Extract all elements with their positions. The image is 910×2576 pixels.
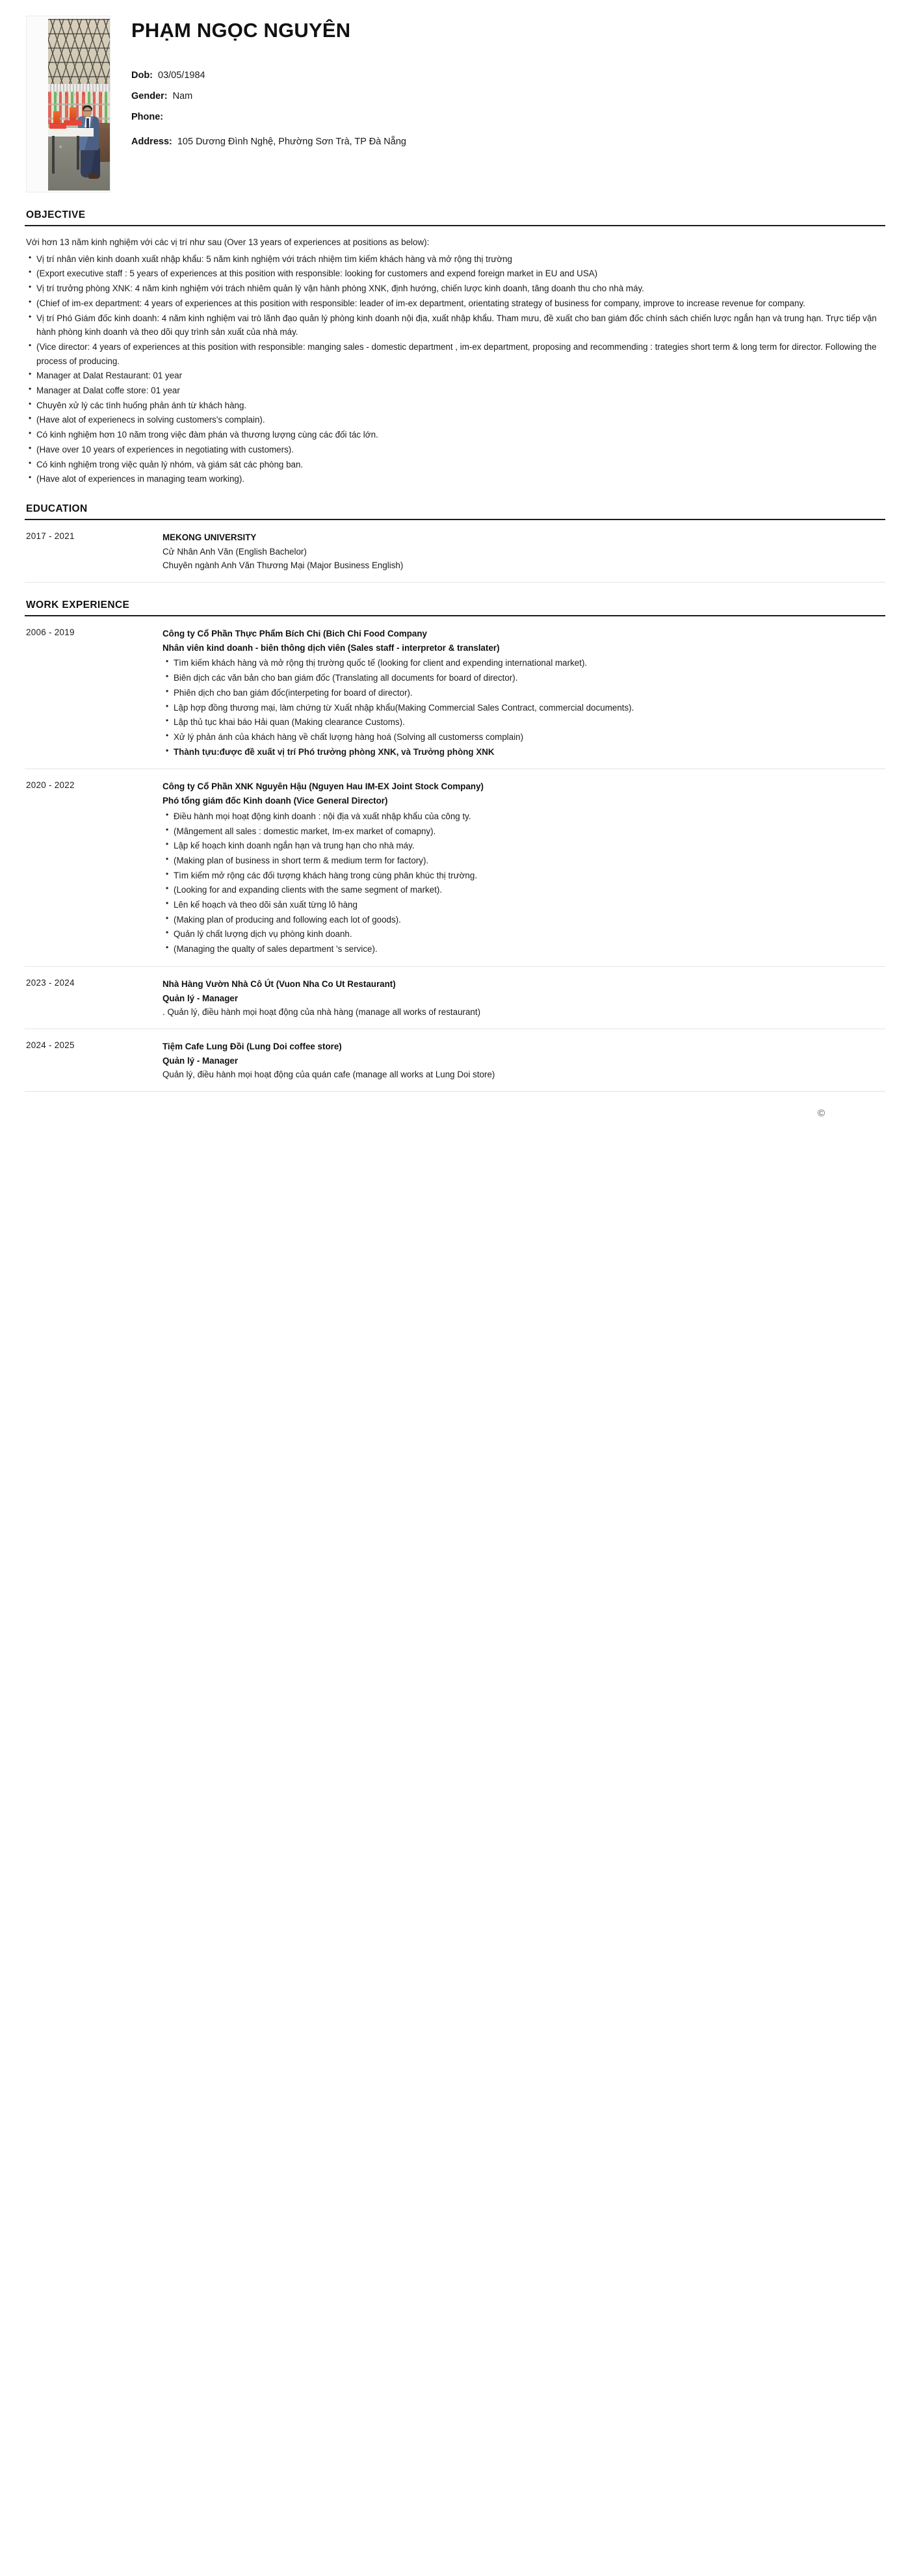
gender-label: Gender:	[131, 91, 168, 102]
profile-field-address	[131, 137, 406, 147]
entry-bullet-list	[162, 809, 884, 956]
entry-row	[25, 520, 885, 582]
entry-role: Quản lý - Manager	[162, 1055, 239, 1066]
entry-bullet: • (Making plan of producing and following each lot of goods).	[162, 913, 884, 927]
entry-bullet: • Điều hành mọi hoạt động kinh doanh : nội địa và xuất nhập khẩu của công ty.	[162, 809, 884, 824]
profile-field-gender	[131, 91, 406, 101]
page-title: PHẠM NGỌC NGUYÊN	[131, 19, 351, 42]
entry-row	[25, 967, 885, 1029]
objective-bullet: • (Have over 10 years of experiences in negotiating with customers).	[26, 443, 884, 457]
entry-dates: 2023 - 2024	[26, 977, 75, 988]
entry-bullet: • Quản lý chất lượng dịch vụ phòng kinh doanh.	[162, 927, 884, 941]
section-education	[25, 503, 885, 583]
address-label: Address:	[131, 137, 172, 148]
entry-row	[25, 1029, 885, 1091]
objective-bullet: • (Export executive staff : 5 years of experiences at this position with responsible: looking for customers and expend foreign market in EU and USA)	[26, 267, 884, 281]
entry-body	[162, 1040, 884, 1082]
objective-bullet: • Vị trí nhân viên kinh doanh xuất nhập khẩu: 5 năm kinh nghiệm với trách nhiệm tìm kiếm khách hàng và mở rộng thị trường	[26, 252, 884, 267]
entry-line: . Quản lý, điều hành mọi hoạt động của nhà hàng (manage all works of restaurant)	[162, 1007, 481, 1018]
entry-dates: 2017 - 2021	[26, 531, 75, 541]
entry-divider	[25, 582, 885, 583]
entry-dates: 2006 - 2019	[26, 627, 75, 638]
entry-line: Quản lý, điều hành mọi hoạt động của quán cafe (manage all works at Lung Doi store)	[162, 1070, 495, 1080]
objective-intro: Với hơn 13 năm kinh nghiệm với các vị trí như sau (Over 13 years of experiences at positions as below):	[26, 237, 430, 247]
photo-table-leg	[77, 136, 79, 170]
entry-line: Cử Nhân Anh Văn (English Bachelor)	[162, 546, 307, 557]
profile-field-dob	[131, 70, 406, 81]
resume-header	[25, 0, 885, 192]
objective-bullet: • (Have alot of experienecs in solving customers's complain).	[26, 413, 884, 427]
photo-person-tie	[86, 118, 89, 128]
entry-row	[25, 769, 885, 966]
entry-role: Nhân viên kind doanh - biên thông dịch viên (Sales staff - interpretor & translater)	[162, 642, 500, 653]
photo-cup	[53, 111, 60, 124]
entry-role: Phó tổng giám đốc Kinh doanh (Vice General Director)	[162, 796, 388, 806]
photo-person-glasses	[83, 111, 92, 113]
profile-details	[131, 16, 406, 157]
objective-bullet-list	[26, 252, 884, 486]
education-entry-list	[25, 520, 885, 583]
entry-line: Chuyên ngành Anh Văn Thương Mại (Major Business English)	[162, 560, 404, 571]
section-objective	[25, 209, 885, 486]
objective-bullet: • (Have alot of experiences in managing team working).	[26, 472, 884, 486]
photo-table-leg	[52, 136, 55, 174]
objective-bullet: • Manager at Dalat Restaurant: 01 year	[26, 369, 884, 383]
entry-row	[25, 616, 885, 769]
objective-body	[25, 226, 885, 486]
entry-bullet: • Phiên dịch cho ban giám đốc(interpeting for board of director).	[162, 686, 884, 700]
profile-field-phone	[131, 112, 406, 122]
entry-bullet: • Thành tựu:được đề xuất vị trí Phó trưởng phòng XNK, và Trưởng phòng XNK	[162, 745, 884, 759]
entry-organization: MEKONG UNIVERSITY	[162, 532, 257, 542]
entry-dates: 2024 - 2025	[26, 1040, 75, 1050]
phone-label: Phone:	[131, 112, 164, 123]
objective-bullet: • Chuyên xử lý các tình huống phản ánh từ khách hàng.	[26, 399, 884, 413]
copyright-icon: ©	[818, 1108, 826, 1120]
avatar	[26, 16, 110, 192]
photo-cup	[70, 107, 76, 120]
objective-bullet: • (Vice director: 4 years of experiences at this position with responsible: manging sales - domestic department , im-ex department, proposing and recommending : trategies short term & long term for director. Following the process of producing.	[26, 340, 884, 368]
entry-bullet: • (Mângement all sales : domestic market, Im-ex market of comapny).	[162, 824, 884, 839]
entry-bullet: • (Making plan of business in short term & medium term for factory).	[162, 854, 884, 868]
entry-bullet: • Biên dịch các văn bản cho ban giám đốc (Translating all documents for board of director).	[162, 671, 884, 685]
entry-body	[162, 531, 884, 573]
entry-body	[162, 780, 884, 956]
entry-bullet: • Lập hợp đồng thương mại, làm chứng từ Xuất nhập khẩu(Making Commercial Sales Contract, commercial documents).	[162, 701, 884, 715]
entry-bullet: • Lập thủ tục khai báo Hải quan (Making clearance Customs).	[162, 715, 884, 729]
objective-bullet: • Vị trí Phó Giám đốc kinh doanh: 4 năm kinh nghiệm vai trò lãnh đạo quản lý phòng kinh doanh nội địa, xuất nhập khẩu. Tham mưu, đề xuất cho ban giám đốc chính sách chiến lược ngắn hạn và trung hạn. Trực tiếp vận hành phòng kinh doanh và theo dõi quy trình sản xuất của nhà máy.	[26, 311, 884, 339]
entry-body	[162, 627, 884, 759]
entry-role: Quản lý - Manager	[162, 993, 239, 1003]
entry-bullet: • Lên kế hoạch và theo dõi sản xuất từng lô hàng	[162, 898, 884, 912]
entry-bullet: • Tìm kiếm khách hàng và mở rộng thị trường quốc tế (looking for client and expending international market).	[162, 656, 884, 670]
work-entry-list	[25, 616, 885, 1092]
entry-bullet: • Tìm kiếm mở rộng các đối tượng khách hàng trong cùng phân khúc thị trường.	[162, 869, 884, 883]
objective-bullet: • Có kinh nghiệm hơn 10 năm trong việc đàm phán và thương lượng cùng các đối tác lớn.	[26, 428, 884, 442]
dob-label: Dob:	[131, 70, 153, 81]
entry-organization: Công ty Cổ Phần Thực Phẩm Bích Chi (Bich Chi Food Company	[162, 629, 427, 639]
entry-organization: Nhà Hàng Vườn Nhà Cô Út (Vuon Nha Co Ut Restaurant)	[162, 979, 396, 989]
objective-bullet: • Manager at Dalat coffe store: 01 year	[26, 384, 884, 398]
section-work-experience	[25, 599, 885, 1092]
entry-body	[162, 977, 884, 1019]
entry-organization: Công ty Cổ Phần XNK Nguyên Hậu (Nguyen Hau IM-EX Joint Stock Company)	[162, 782, 484, 792]
section-title-work-experience: WORK EXPERIENCE	[26, 599, 130, 611]
objective-bullet: • (Chief of im-ex department: 4 years of experiences at this position with responsible: leader of im-ex department, orientating strategy of business for company, improve to increase revenue for company.	[26, 296, 884, 311]
photo-table	[48, 128, 94, 137]
entry-organization: Tiệm Cafe Lung Đồi (Lung Doi coffee store)	[162, 1041, 342, 1051]
section-title-education: EDUCATION	[26, 503, 88, 514]
dob-value: 03/05/1984	[158, 70, 205, 81]
footer	[25, 1092, 885, 1137]
address-value: 105 Dương Đình Nghệ, Phường Sơn Trà, TP Đà Nẵng	[177, 137, 406, 148]
profile-photo	[48, 19, 110, 191]
photo-shelf-line	[48, 103, 110, 105]
entry-bullet: • (Looking for and expanding clients with the same segment of market).	[162, 883, 884, 897]
section-title-objective: OBJECTIVE	[26, 209, 86, 220]
entry-bullet: • Xử lý phản ánh của khách hàng về chất lượng hàng hoá (Solving all customerss complain)	[162, 730, 884, 744]
entry-bullet: • (Managing the qualty of sales department 's service).	[162, 942, 884, 956]
objective-bullet: • Vị trí trưởng phòng XNK: 4 năm kinh nghiệm với trách nhiêm quản lý vận hành phòng XNK, định hướng, chiến lược kinh doanh, tăng doanh thu cho nhà máy.	[26, 282, 884, 296]
photo-tray	[64, 120, 82, 125]
gender-value: Nam	[172, 91, 193, 102]
entry-bullet: • Lập kế hoạch kinh doanh ngắn hạn và trung hạn cho nhà máy.	[162, 839, 884, 853]
entry-bullet-list	[162, 656, 884, 759]
photo-person-shoe	[88, 174, 99, 179]
objective-bullet: • Có kinh nghiệm trong việc quản lý nhóm, và giám sát các phòng ban.	[26, 458, 884, 472]
entry-dates: 2020 - 2022	[26, 780, 75, 791]
